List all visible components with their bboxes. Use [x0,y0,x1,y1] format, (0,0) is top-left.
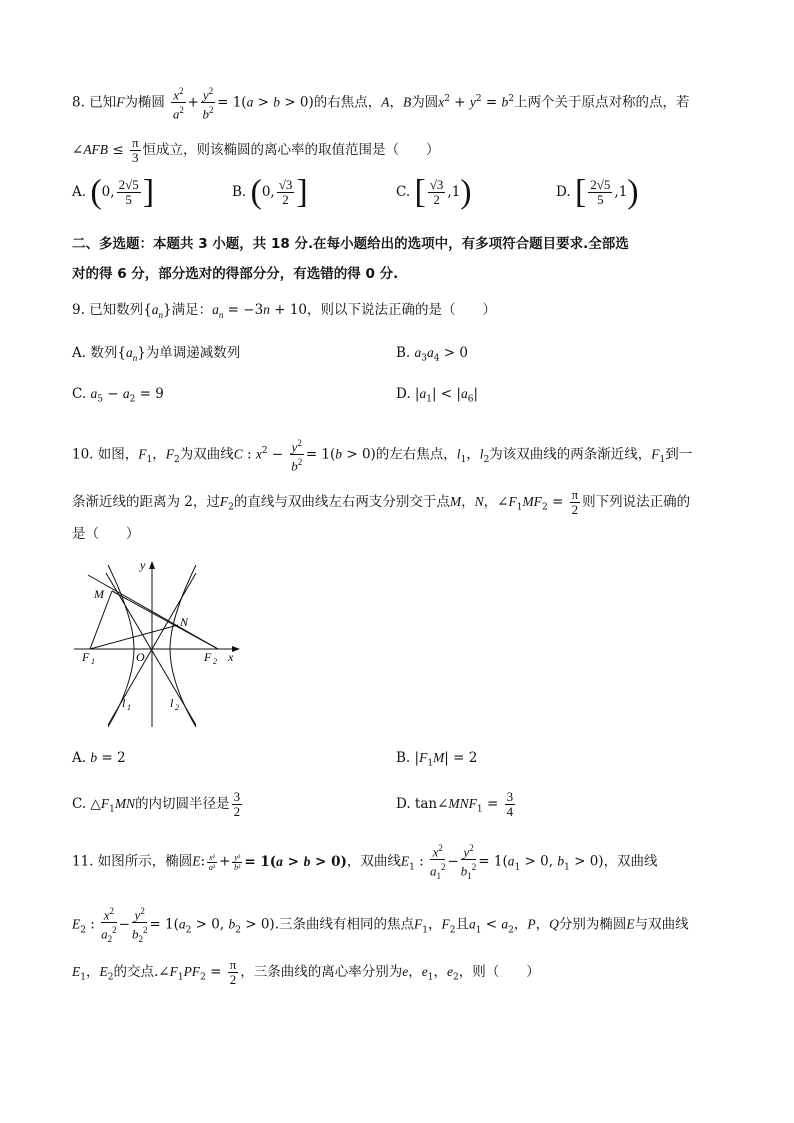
formula: $\frac{x^2}{a^2}$ [172,86,184,122]
q9-option-a: A. 数列$\{a_n\}$为单调递减数列 [72,345,241,363]
fig-label-x: x [228,650,234,664]
q10-line1: 10. 如图，$F_1$，$F_2$为双曲线C : $x^2$ − $\frac{y^2}{b^2}$ = 1(b > 0)的左右焦点，$l_1$，$l_2$为该双曲线的两条渐近线，$F_1$到一 [72,438,693,474]
q8-option-c: C. [ $\frac{√3}{2}$ ,1) [396,173,472,211]
q8-line1: 8. 已知F为椭圆 $\frac{x^2}{a^2}$ + $\frac{y^2}{b^2}$ = 1(a > b > 0)的右焦点，A，B为圆$x^2 + y^2 = b^2$上两个关于原点对称的点，若 [72,86,690,122]
hyperbola-figure [72,555,252,730]
fig-label-l1: l [122,696,126,710]
q10-option-b: B. $|F_1M| = 2$ [396,750,478,769]
q11-line3: $E_1$，$E_2$的交点$.\angle F_1PF_2$ = $\frac{\pi}{2}$ ，三条曲线的离心率分别为e，$e_1$，$e_2$，则（ ） [72,957,540,987]
q8-option-b: B. (0, $\frac{√3}{2}$ ] [232,173,308,211]
section-heading-cont: 对的得 6 分，部分选对的得部分分，有选错的得 0 分. [72,266,399,282]
fig-label-f2: F [204,650,212,664]
fig-label-y: y [140,558,146,572]
q9-option-d: D. $|a_1| < |a_6|$ [396,386,479,405]
q9-option-b: B. $a_3a_4 > 0$ [396,345,468,364]
q10-option-d: D. $\tan\angle MNF_1$ = $\frac{3}{4}$ [396,789,514,819]
q8-option-d: D. [ $\frac{2√5}{5}$ ,1) [556,173,639,211]
q8-option-a: A. (0, $\frac{2√5}{5}$ ] [72,173,155,211]
q11-line1: 11. 如图所示，椭圆E: $\frac{\text{x²}}{\text{a²}}$ + $\frac{\text{y²}}{\text{b²}}$ = 1(a > b > 0)，双曲线$E_1$ : $\frac{x^2}{a_1^2}$ − $\frac{y^2}{b_1^2}$ = $1(a_1 > 0$, $b_1 > 0$)，双曲线 [72,843,658,882]
q8-number: 8. [72,94,85,111]
q8-line2: ∠AFB ≤ $\frac{\pi}{3}$ 恒成立，则该椭圆的离心率的取值范围是（ ） [72,135,440,165]
fig-label-l2: l [170,696,174,710]
q10-line2: 条渐近线的距离为 2，过$F_2$的直线与双曲线左右两支分别交于点M，N，$\angle F_1MF_2$ = $\frac{\pi}{2}$ 则下列说法正确的 [72,487,691,517]
q11-line2: $E_2$ : $\frac{x^2}{a_2^2}$ − $\frac{y^2}{b_2^2}$ = $1(a_2 > 0$, $b_2 > 0$).三条曲线有相同的焦点$F_1$，$F_2$且$a_1 < a_2$，P，Q分别为椭圆E与双曲线 [72,906,689,945]
svg-text:2: 2 [213,657,217,666]
q9-stem: 9. 已知数列$\{a_n\}$满足：$a_n = -3n + 10$，则以下说法正确的是（ ） [72,302,496,320]
svg-text:1: 1 [127,703,131,712]
fig-label-f1: F [82,650,90,664]
q10-option-c: C. $\triangle F_1MN$的内切圆半径是 $\frac{3}{2}$ [72,789,241,819]
q9-option-c: C. $a_5 - a_2 = 9$ [72,386,164,405]
fig-label-m: M [94,587,104,601]
section-heading: 二、多选题：本题共 3 小题，共 18 分.在每小题给出的选项中，有多项符合题目要求.全部选 [72,236,629,252]
q10-option-a: A. b = 2 [72,750,126,766]
q10-line3: 是（ ） [72,526,140,542]
svg-text:1: 1 [91,657,95,666]
svg-text:2: 2 [175,703,179,712]
fig-label-o: O [136,650,145,664]
fig-label-n: N [180,615,189,629]
